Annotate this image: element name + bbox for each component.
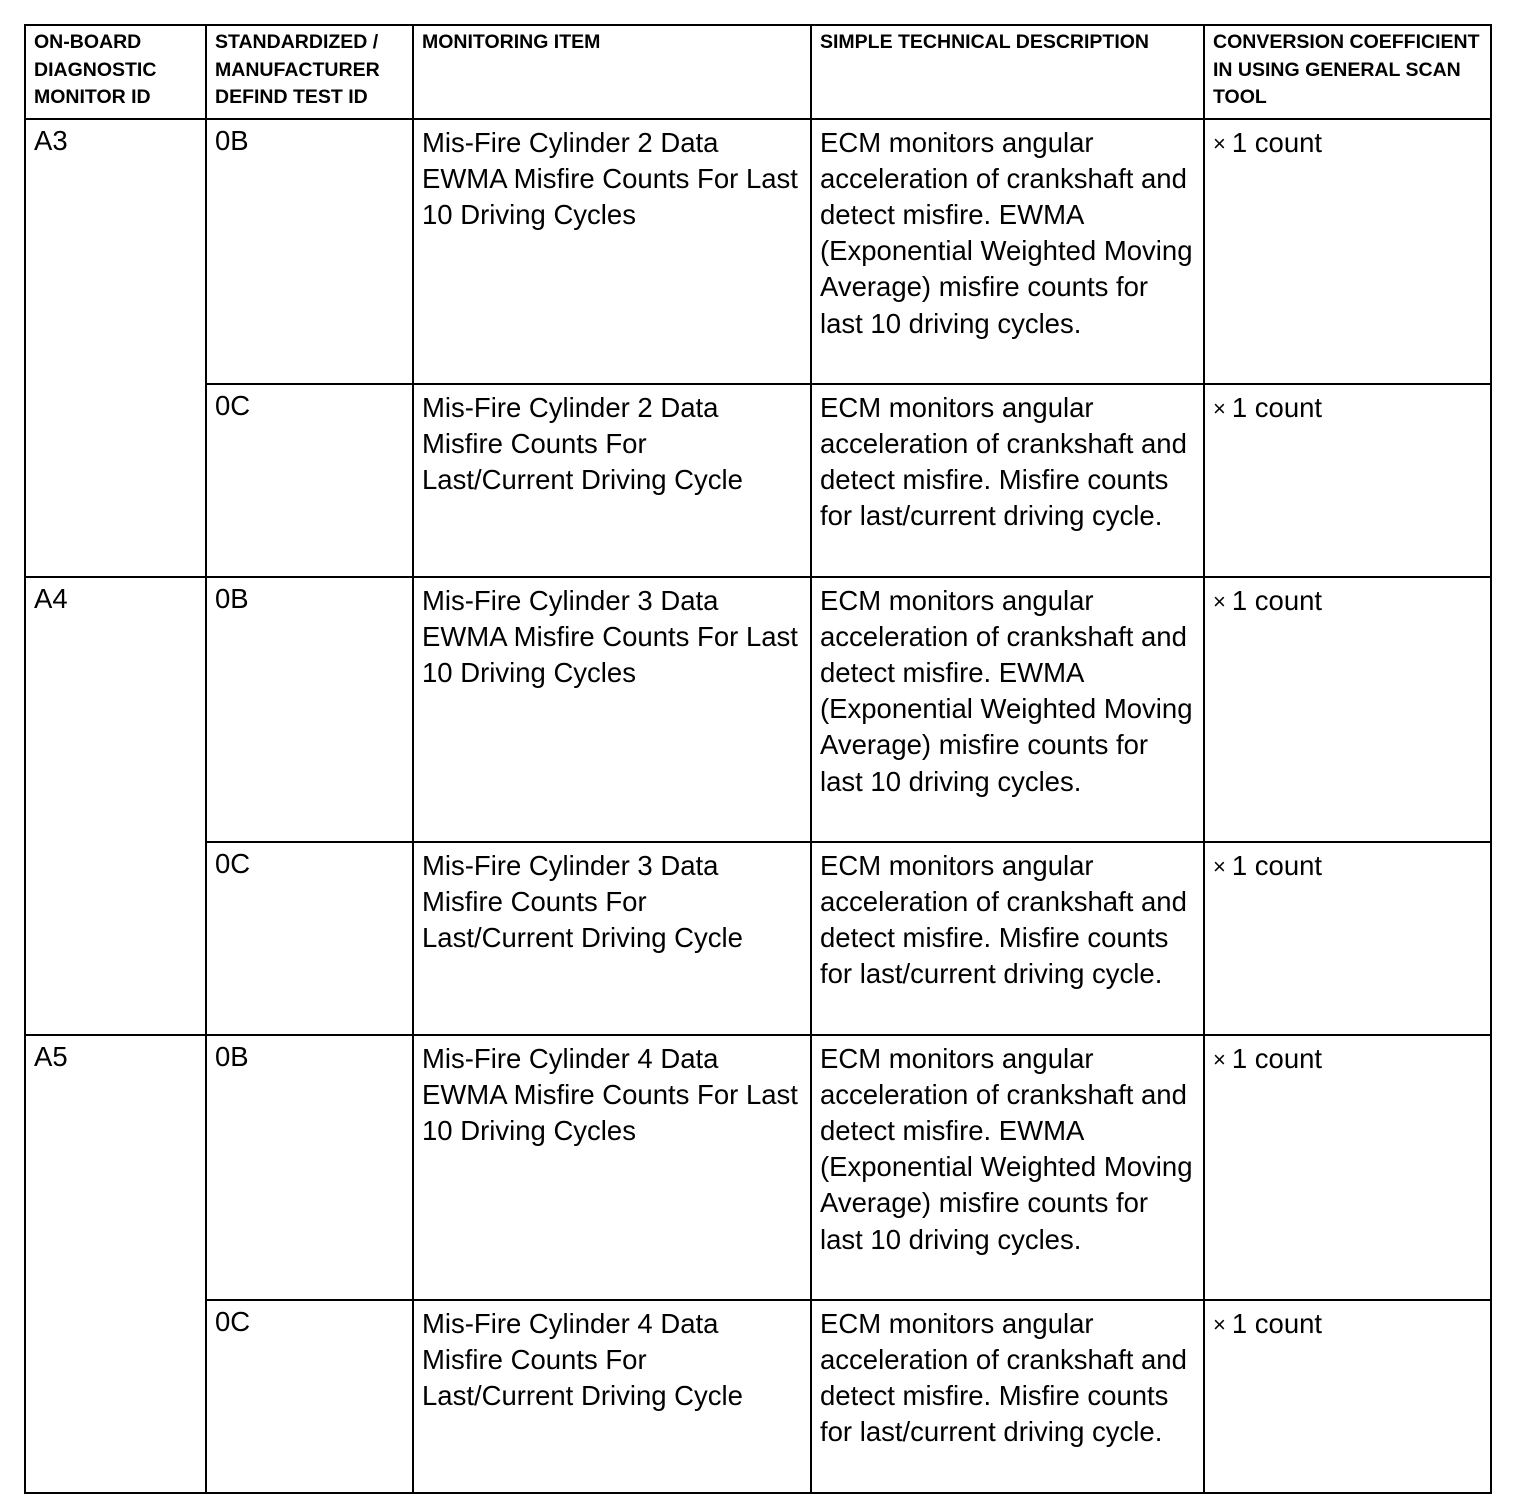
table-row bbox=[25, 1300, 1491, 1493]
monitor-id-cell: A5 bbox=[25, 1035, 206, 1493]
description-cell: ECM monitors angular acceleration of crankshaft and detect misfire. Misfire counts for last/current driving cycle. bbox=[811, 842, 1204, 1035]
description-cell: ECM monitors angular acceleration of crankshaft and detect misfire. EWMA (Exponential Weighted Moving Average) misfire counts for last 10 driving cycles. bbox=[811, 119, 1204, 384]
monitoring-item-cell: Mis-Fire Cylinder 4 Data Misfire Counts For Last/Current Driving Cycle bbox=[413, 1300, 811, 1493]
monitor-id-cell: A4 bbox=[25, 577, 206, 1035]
table-header-row bbox=[25, 25, 1491, 119]
test-id-cell: 0C bbox=[206, 842, 413, 1035]
monitoring-item-cell: Mis-Fire Cylinder 3 Data Misfire Counts For Last/Current Driving Cycle bbox=[413, 842, 811, 1035]
description-cell: ECM monitors angular acceleration of crankshaft and detect misfire. EWMA (Exponential Weighted Moving Average) misfire counts for last 10 driving cycles. bbox=[811, 1035, 1204, 1300]
multiply-symbol: × bbox=[1213, 588, 1226, 614]
monitoring-item-cell: Mis-Fire Cylinder 2 Data Misfire Counts For Last/Current Driving Cycle bbox=[413, 384, 811, 577]
table-row bbox=[25, 842, 1491, 1035]
table-row bbox=[25, 119, 1491, 384]
header-conversion-coefficient: CONVERSION COEFFICIENT IN USING GENERAL SCAN TOOL bbox=[1204, 25, 1491, 119]
coefficient-value: 1 count bbox=[1231, 1042, 1323, 1074]
coefficient-value: 1 count bbox=[1231, 126, 1323, 158]
multiply-symbol: × bbox=[1213, 853, 1226, 879]
test-id-cell: 0B bbox=[206, 1035, 413, 1300]
coefficient-cell bbox=[1204, 119, 1491, 384]
table-row bbox=[25, 577, 1491, 842]
multiply-symbol: × bbox=[1213, 395, 1226, 421]
coefficient-cell bbox=[1204, 384, 1491, 577]
coefficient-cell bbox=[1204, 1035, 1491, 1300]
coefficient-value: 1 count bbox=[1231, 584, 1323, 616]
monitoring-item-cell: Mis-Fire Cylinder 2 Data EWMA Misfire Counts For Last 10 Driving Cycles bbox=[413, 119, 811, 384]
multiply-symbol: × bbox=[1213, 130, 1226, 156]
multiply-symbol: × bbox=[1213, 1046, 1226, 1072]
monitoring-item-cell: Mis-Fire Cylinder 4 Data EWMA Misfire Counts For Last 10 Driving Cycles bbox=[413, 1035, 811, 1300]
coefficient-cell bbox=[1204, 842, 1491, 1035]
table-row bbox=[25, 1035, 1491, 1300]
test-id-cell: 0C bbox=[206, 384, 413, 577]
coefficient-value: 1 count bbox=[1231, 391, 1323, 423]
multiply-symbol: × bbox=[1213, 1311, 1226, 1337]
test-id-cell: 0B bbox=[206, 119, 413, 384]
description-cell: ECM monitors angular acceleration of crankshaft and detect misfire. EWMA (Exponential Weighted Moving Average) misfire counts for last 10 driving cycles. bbox=[811, 577, 1204, 842]
header-monitoring-item: MONITORING ITEM bbox=[413, 25, 811, 119]
monitoring-item-cell: Mis-Fire Cylinder 3 Data EWMA Misfire Counts For Last 10 Driving Cycles bbox=[413, 577, 811, 842]
header-description: SIMPLE TECHNICAL DESCRIPTION bbox=[811, 25, 1204, 119]
test-id-cell: 0B bbox=[206, 577, 413, 842]
description-cell: ECM monitors angular acceleration of crankshaft and detect misfire. Misfire counts for last/current driving cycle. bbox=[811, 384, 1204, 577]
coefficient-value: 1 count bbox=[1231, 849, 1323, 881]
test-id-cell: 0C bbox=[206, 1300, 413, 1493]
description-cell: ECM monitors angular acceleration of crankshaft and detect misfire. Misfire counts for last/current driving cycle. bbox=[811, 1300, 1204, 1493]
table-row bbox=[25, 384, 1491, 577]
misfire-monitor-table bbox=[24, 24, 1492, 1494]
coefficient-value: 1 count bbox=[1231, 1307, 1323, 1339]
header-monitor-id: ON-BOARD DIAGNOSTIC MONITOR ID bbox=[25, 25, 206, 119]
coefficient-cell bbox=[1204, 1300, 1491, 1493]
coefficient-cell bbox=[1204, 577, 1491, 842]
monitor-id-cell: A3 bbox=[25, 119, 206, 577]
header-test-id: STANDARDIZED / MANUFACTURER DEFIND TEST ID bbox=[206, 25, 413, 119]
